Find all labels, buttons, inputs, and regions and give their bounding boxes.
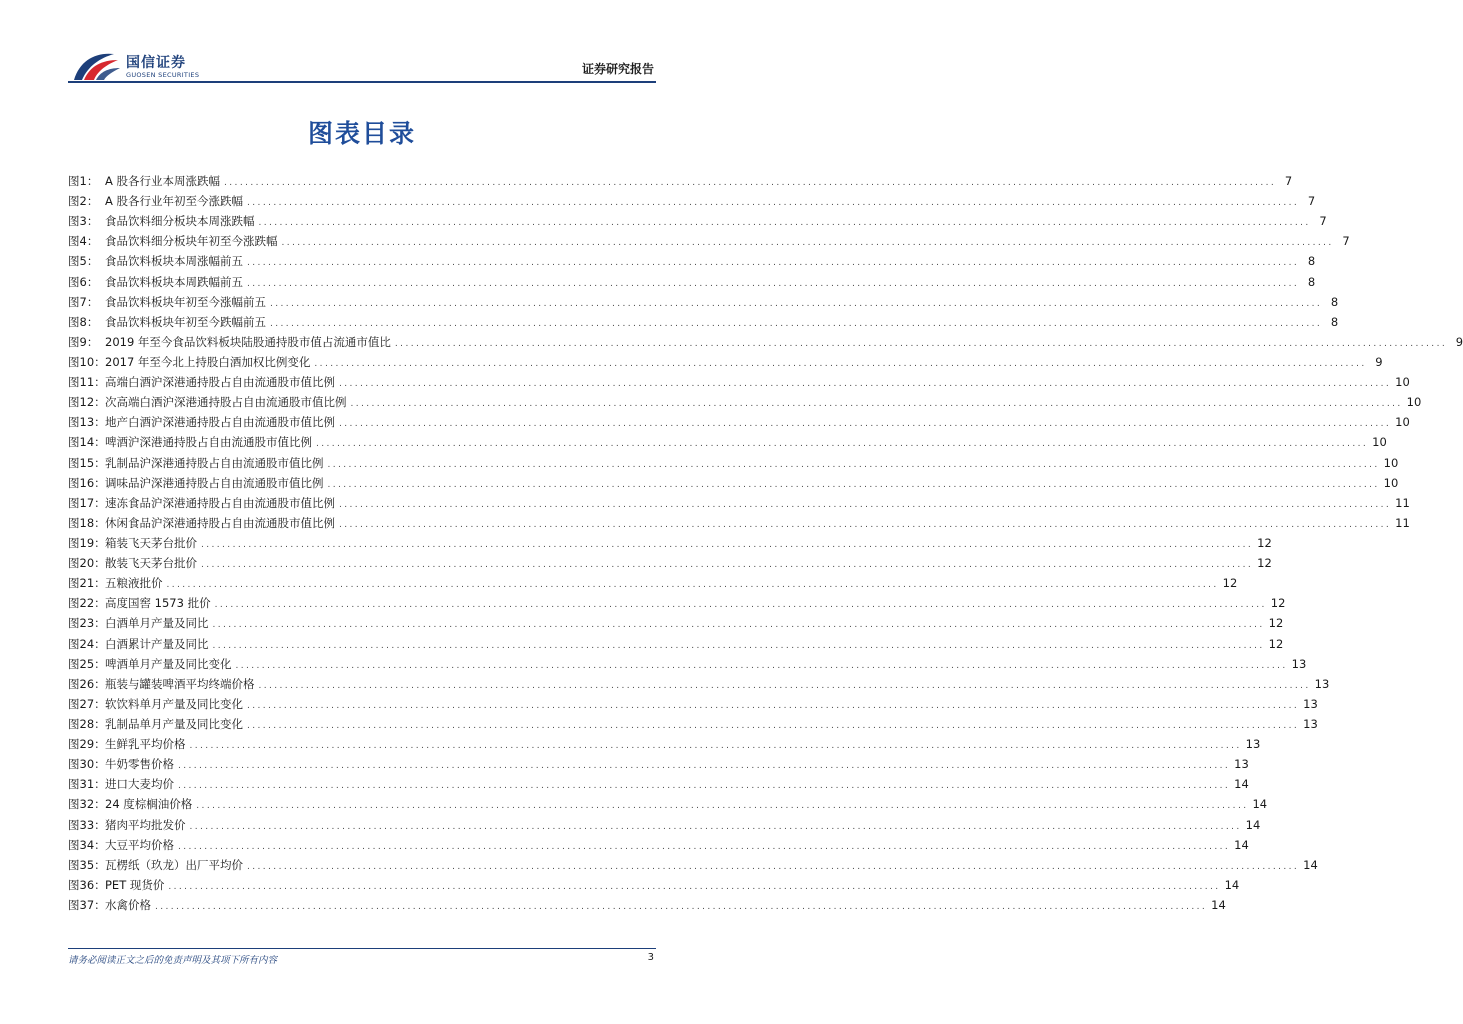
toc-page-number: 13 xyxy=(1303,696,1318,711)
company-name-en: GUOSEN SECURITIES xyxy=(126,71,200,79)
toc-page-number: 7 xyxy=(1319,214,1327,229)
toc-leader-dots: ........................................................................................................................................................................................................ xyxy=(201,539,1254,550)
toc-page-number: 14 xyxy=(1245,817,1261,832)
toc-leader-dots: ........................................................................................................................................................................................................ xyxy=(350,399,1403,410)
toc-leader-dots: ........................................................................................................................................................................................................ xyxy=(247,198,1300,209)
toc-entry[interactable] xyxy=(68,654,1307,674)
toc-leader-dots: ........................................................................................................................................................................................................ xyxy=(270,318,1323,329)
toc-page-number: 14 xyxy=(1252,797,1268,812)
toc-page-number: 10 xyxy=(1395,415,1410,430)
toc-entry[interactable] xyxy=(68,332,1463,352)
toc-entry[interactable] xyxy=(68,412,1410,432)
toc-entry[interactable] xyxy=(68,533,1272,553)
toc-figure-label: 图11： xyxy=(68,375,106,390)
toc-figure-label: 图2： xyxy=(68,194,99,209)
toc-entry[interactable] xyxy=(68,593,1286,613)
toc-figure-label: 图4： xyxy=(68,234,99,249)
toc-leader-dots: ........................................................................................................................................................................................................ xyxy=(189,741,1242,752)
toc-figure-label: 图20： xyxy=(68,556,106,571)
toc-entry[interactable] xyxy=(68,694,1318,714)
toc-figure-label: 图7： xyxy=(68,294,99,309)
toc-leader-dots: ........................................................................................................................................................................................................ xyxy=(212,620,1265,631)
toc-figure-title: A 股各行业年初至今涨跌幅 xyxy=(105,194,244,209)
toc-entry[interactable] xyxy=(68,734,1261,754)
toc-leader-dots: ........................................................................................................................................................................................................ xyxy=(178,781,1231,792)
toc-entry[interactable] xyxy=(68,674,1330,694)
toc-figure-label: 图36： xyxy=(68,877,106,892)
toc-figure-title: 食品饮料细分板块本周涨跌幅 xyxy=(105,214,255,229)
toc-page-number: 12 xyxy=(1268,616,1284,631)
toc-leader-dots: ........................................................................................................................................................................................................ xyxy=(270,298,1323,309)
toc-entry[interactable] xyxy=(68,613,1284,633)
toc-page-number: 10 xyxy=(1395,375,1410,390)
toc-leader-dots: ........................................................................................................................................................................................................ xyxy=(196,801,1249,812)
toc-entry[interactable] xyxy=(68,835,1249,855)
toc-figure-label: 图6： xyxy=(68,274,99,289)
toc-page-number: 11 xyxy=(1395,495,1410,510)
toc-page-number: 14 xyxy=(1211,897,1226,912)
toc-leader-dots: ........................................................................................................................................................................................................ xyxy=(339,379,1392,390)
toc-figure-title: 散装飞天茅台批价 xyxy=(105,556,197,571)
toc-page-number: 9 xyxy=(1375,354,1383,369)
toc-page-number: 14 xyxy=(1234,837,1249,852)
toc-figure-label: 图34： xyxy=(68,837,106,852)
toc-figure-title: 五粮液批价 xyxy=(105,576,163,591)
toc-entry[interactable] xyxy=(68,794,1268,814)
toc-figure-title: 牛奶零售价格 xyxy=(105,757,174,772)
toc-figure-label: 图27： xyxy=(68,696,106,711)
toc-page-number: 12 xyxy=(1257,556,1272,571)
toc-leader-dots: ........................................................................................................................................................................................................ xyxy=(327,479,1380,490)
toc-entry[interactable] xyxy=(68,312,1339,332)
toc-page-number: 13 xyxy=(1234,757,1249,772)
company-name: 国信证券 xyxy=(126,55,186,71)
toc-page-number: 12 xyxy=(1268,636,1284,651)
toc-figure-title: 生鲜乳平均价格 xyxy=(105,737,186,752)
toc-page-number: 11 xyxy=(1395,515,1410,530)
toc-page-number: 14 xyxy=(1303,857,1318,872)
toc-entry[interactable] xyxy=(68,432,1387,452)
toc-figure-title: 高端白酒沪深港通持股占自由流通股市值比例 xyxy=(105,375,335,390)
toc-figure-label: 图5： xyxy=(68,254,99,269)
toc-leader-dots: ........................................................................................................................................................................................................ xyxy=(247,720,1300,731)
toc-leader-dots: ........................................................................................................................................................................................................ xyxy=(155,901,1208,912)
toc-page-number: 7 xyxy=(1342,234,1350,249)
toc-entry[interactable] xyxy=(68,493,1410,513)
toc-leader-dots: ........................................................................................................................................................................................................ xyxy=(258,680,1311,691)
toc-leader-dots: ........................................................................................................................................................................................................ xyxy=(314,358,1367,369)
toc-page-number: 8 xyxy=(1307,254,1316,269)
toc-figure-label: 图28： xyxy=(68,716,106,731)
toc-figure-title: 白酒累计产量及同比 xyxy=(105,636,209,651)
toc-leader-dots: ........................................................................................................................................................................................................ xyxy=(247,258,1300,269)
toc-figure-label: 图13： xyxy=(68,415,106,430)
toc-entry[interactable] xyxy=(68,774,1249,794)
toc-entry[interactable] xyxy=(68,754,1249,774)
toc-entry[interactable] xyxy=(68,272,1316,292)
toc-leader-dots: ........................................................................................................................................................................................................ xyxy=(281,238,1334,249)
toc-figure-title: 2019 年至今食品饮料板块陆股通持股市值占流通市值比 xyxy=(105,334,391,349)
toc-figure-label: 图18： xyxy=(68,515,106,530)
toc-entry[interactable] xyxy=(68,392,1422,412)
page-number: 3 xyxy=(647,952,654,963)
toc-leader-dots: ........................................................................................................................................................................................................ xyxy=(316,439,1369,450)
page-header xyxy=(0,0,724,90)
toc-page-number: 8 xyxy=(1307,274,1316,289)
toc-page-number: 12 xyxy=(1222,576,1238,591)
toc-page-number: 13 xyxy=(1245,737,1261,752)
toc-leader-dots: ........................................................................................................................................................................................................ xyxy=(212,640,1265,651)
toc-figure-title: 次高端白酒沪深港通持股占自由流通股市值比例 xyxy=(105,395,347,410)
toc-page-number: 10 xyxy=(1383,475,1399,490)
toc-entry[interactable] xyxy=(68,453,1399,473)
toc-entry[interactable] xyxy=(68,231,1350,251)
toc-figure-title: 食品饮料细分板块年初至今涨跌幅 xyxy=(105,234,278,249)
toc-figure-label: 图10： xyxy=(68,354,106,369)
toc-figure-title: 软饮料单月产量及同比变化 xyxy=(105,696,243,711)
toc-page-number: 13 xyxy=(1291,656,1307,671)
toc-figure-label: 图16： xyxy=(68,475,106,490)
toc-figure-title: 2017 年至今北上持股白酒加权比例变化 xyxy=(105,354,311,369)
toc-figure-label: 图33： xyxy=(68,817,106,832)
toc-figure-title: 白酒单月产量及同比 xyxy=(105,616,209,631)
toc-figure-label: 图29： xyxy=(68,737,106,752)
toc-leader-dots: ........................................................................................................................................................................................................ xyxy=(247,278,1300,289)
toc-entry[interactable] xyxy=(68,171,1293,191)
toc-figure-label: 图35： xyxy=(68,857,106,872)
toc-entry[interactable] xyxy=(68,714,1318,734)
toc-leader-dots: ........................................................................................................................................................................................................ xyxy=(178,841,1231,852)
toc-leader-dots: ........................................................................................................................................................................................................ xyxy=(258,218,1311,229)
toc-figure-title: 食品饮料板块本周跌幅前五 xyxy=(105,274,243,289)
toc-figure-title: 乳制品单月产量及同比变化 xyxy=(105,716,243,731)
toc-figure-title: 乳制品沪深港通持股占自由流通股市值比例 xyxy=(105,455,324,470)
toc-figure-title: 高度国窖 1573 批价 xyxy=(105,596,211,611)
toc-entry[interactable] xyxy=(68,553,1272,573)
toc-entry[interactable] xyxy=(68,292,1339,312)
toc-leader-dots: ........................................................................................................................................................................................................ xyxy=(168,881,1221,892)
toc-figure-title: 调味品沪深港通持股占自由流通股市值比例 xyxy=(105,475,324,490)
toc-leader-dots: ........................................................................................................................................................................................................ xyxy=(201,560,1254,571)
toc-page-number: 8 xyxy=(1330,314,1339,329)
toc-page-number: 10 xyxy=(1406,395,1422,410)
toc-figure-label: 图9： xyxy=(68,334,99,349)
toc-page-number: 9 xyxy=(1455,334,1463,349)
toc-page-number: 13 xyxy=(1314,676,1330,691)
toc-entry[interactable] xyxy=(68,634,1284,654)
toc-figure-title: 食品饮料板块年初至今跌幅前五 xyxy=(105,314,266,329)
toc-figure-label: 图3： xyxy=(68,214,99,229)
toc-page-number: 13 xyxy=(1303,716,1318,731)
toc-page-number: 12 xyxy=(1270,596,1286,611)
toc-leader-dots: ........................................................................................................................................................................................................ xyxy=(178,761,1231,772)
toc-figure-title: 进口大麦均价 xyxy=(105,777,174,792)
toc-figure-title: 休闲食品沪深港通持股占自由流通股市值比例 xyxy=(105,515,335,530)
toc-figure-title: 猪肉平均批发价 xyxy=(105,817,186,832)
toc-leader-dots: ........................................................................................................................................................................................................ xyxy=(394,338,1448,349)
toc-figure-label: 图26： xyxy=(68,676,106,691)
toc-entry[interactable] xyxy=(68,855,1318,875)
header-divider xyxy=(68,81,656,83)
toc-page-number: 14 xyxy=(1234,777,1249,792)
toc-leader-dots: ........................................................................................................................................................................................................ xyxy=(327,459,1380,470)
toc-figure-label: 图1： xyxy=(68,174,99,188)
toc-page-number: 10 xyxy=(1383,455,1399,470)
toc-entry[interactable] xyxy=(68,875,1240,895)
toc-figure-title: 大豆平均价格 xyxy=(105,837,174,852)
table-of-figures xyxy=(68,171,1463,915)
toc-figure-label: 图21： xyxy=(68,576,106,591)
toc-figure-label: 图31： xyxy=(68,777,106,792)
toc-figure-title: A 股各行业本周涨跌幅 xyxy=(105,174,221,188)
toc-figure-label: 图23： xyxy=(68,616,106,631)
toc-page-number: 10 xyxy=(1372,435,1387,450)
toc-leader-dots: ........................................................................................................................................................................................................ xyxy=(247,861,1300,872)
toc-figure-title: 地产白酒沪深港通持股占自由流通股市值比例 xyxy=(105,415,335,430)
toc-leader-dots: ........................................................................................................................................................................................................ xyxy=(339,419,1392,430)
toc-leader-dots: ........................................................................................................................................................................................................ xyxy=(235,660,1288,671)
toc-figure-title: 24 度棕榈油价格 xyxy=(105,797,193,812)
toc-leader-dots: ........................................................................................................................................................................................................ xyxy=(166,580,1219,591)
toc-leader-dots: ........................................................................................................................................................................................................ xyxy=(247,700,1300,711)
guosen-logo-icon xyxy=(70,50,122,84)
toc-entry[interactable] xyxy=(68,372,1410,392)
disclaimer-text: 请务必阅读正文之后的免责声明及其项下所有内容 xyxy=(68,955,278,966)
toc-page-number: 7 xyxy=(1284,174,1293,188)
toc-figure-label: 图8： xyxy=(68,314,99,329)
toc-figure-label: 图22： xyxy=(68,596,106,611)
toc-figure-title: 瓶装与罐装啤酒平均终端价格 xyxy=(105,676,255,691)
toc-figure-label: 图25： xyxy=(68,656,106,671)
toc-page-number: 14 xyxy=(1224,877,1240,892)
toc-figure-title: 啤酒沪深港通持股占自由流通股市值比例 xyxy=(105,435,312,450)
page-title: 图表目录 xyxy=(307,119,416,148)
toc-entry[interactable] xyxy=(68,251,1316,271)
toc-entry[interactable] xyxy=(68,815,1261,835)
toc-entry[interactable] xyxy=(68,473,1399,493)
toc-leader-dots: ........................................................................................................................................................................................................ xyxy=(339,499,1392,510)
toc-entry[interactable] xyxy=(68,895,1226,915)
toc-page-number: 8 xyxy=(1330,294,1339,309)
toc-entry[interactable] xyxy=(68,191,1316,211)
toc-figure-title: 食品饮料板块本周涨幅前五 xyxy=(105,254,243,269)
toc-page-number: 12 xyxy=(1257,535,1272,550)
toc-figure-label: 图15： xyxy=(68,455,106,470)
footer-divider xyxy=(68,948,656,949)
toc-figure-title: 瓦楞纸（玖龙）出厂平均价 xyxy=(105,857,243,872)
toc-figure-label: 图32： xyxy=(68,797,106,812)
toc-figure-title: 食品饮料板块年初至今涨幅前五 xyxy=(105,294,266,309)
toc-entry[interactable] xyxy=(68,352,1383,372)
toc-entry[interactable] xyxy=(68,573,1238,593)
toc-leader-dots: ........................................................................................................................................................................................................ xyxy=(214,600,1267,611)
toc-figure-label: 图17： xyxy=(68,495,106,510)
toc-figure-title: PET 现货价 xyxy=(105,877,165,892)
report-type-label: 证券研究报告 xyxy=(581,62,654,76)
toc-figure-label: 图37： xyxy=(68,897,106,912)
toc-figure-label: 图14： xyxy=(68,435,106,450)
toc-figure-label: 图19： xyxy=(68,535,106,550)
toc-entry[interactable] xyxy=(68,211,1327,231)
toc-figure-label: 图30： xyxy=(68,757,106,772)
toc-page-number: 7 xyxy=(1307,194,1316,209)
toc-figure-label: 图24： xyxy=(68,636,106,651)
toc-figure-title: 箱装飞天茅台批价 xyxy=(105,535,197,550)
toc-leader-dots: ........................................................................................................................................................................................................ xyxy=(224,178,1277,188)
toc-figure-label: 图12： xyxy=(68,395,106,410)
toc-leader-dots: ........................................................................................................................................................................................................ xyxy=(189,821,1242,832)
toc-figure-title: 速冻食品沪深港通持股占自由流通股市值比例 xyxy=(105,495,335,510)
toc-figure-title: 水禽价格 xyxy=(105,897,151,912)
toc-entry[interactable] xyxy=(68,513,1410,533)
toc-leader-dots: ........................................................................................................................................................................................................ xyxy=(339,519,1392,530)
toc-figure-title: 啤酒单月产量及同比变化 xyxy=(105,656,232,671)
